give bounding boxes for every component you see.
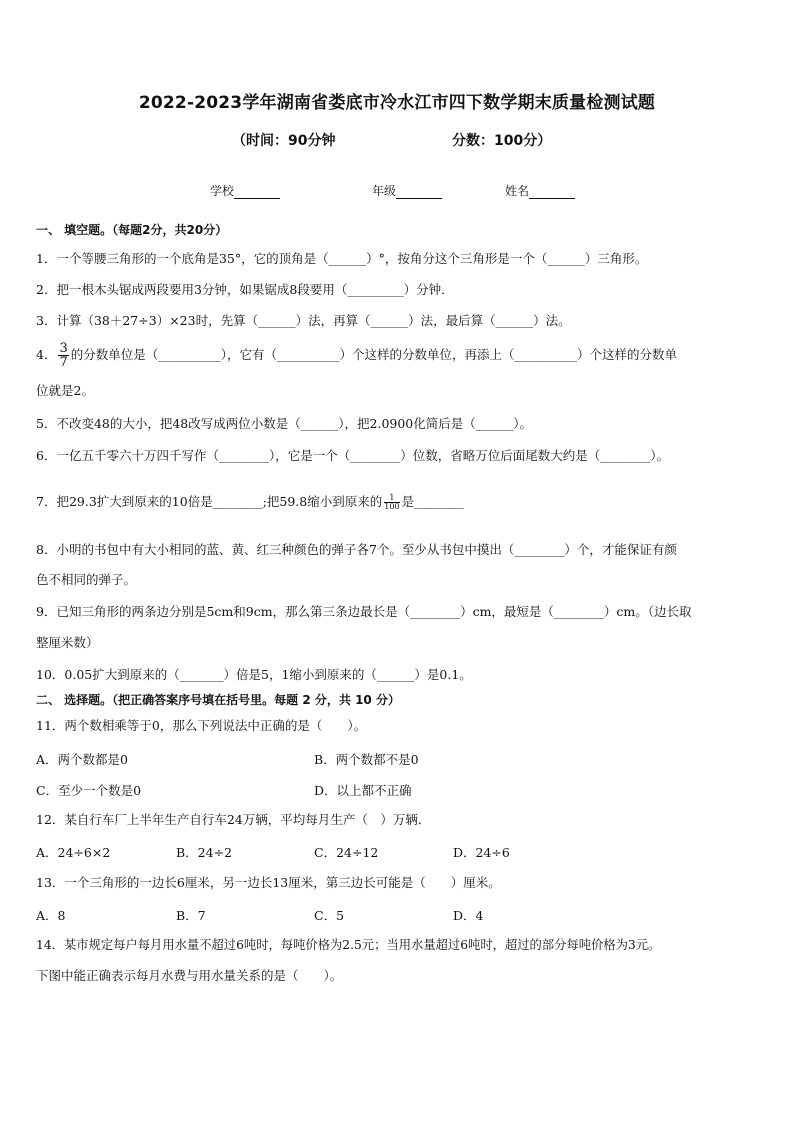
question-11-option-b[interactable]: B．两个数都不是0 xyxy=(314,752,419,767)
total-score: 分数：100分） xyxy=(452,133,552,149)
question-10: 10．0.05扩大到原来的（_______）倍是5，1缩小到原来的（______）是0.1。 xyxy=(36,667,472,682)
question-12-option-a[interactable]: A．24÷6×2 xyxy=(36,845,111,860)
question-13-option-c[interactable]: C．5 xyxy=(314,908,345,923)
question-7-text-a: 7．把29.3扩大到原来的10倍是________;把59.8缩小到原来的 xyxy=(36,494,383,509)
section-heading-multiple-choice: 二、 选择题。（把正确答案序号填在括号里。每题 2 分，共 10 分） xyxy=(36,693,400,707)
fraction-denominator: 7 xyxy=(59,355,68,370)
school-label: 学校 xyxy=(210,184,235,198)
question-4-continued: 位就是2。 xyxy=(36,383,94,398)
question-4-text: 的分数单位是（__________），它有（__________）个这样的分数单位，再添上（__________）个这样的分数单 xyxy=(70,347,677,362)
school-blank[interactable] xyxy=(234,186,280,199)
time-limit: （时间：90分钟 xyxy=(232,133,336,149)
fraction-numerator: 1 xyxy=(384,494,399,503)
question-14-continued: 下图中能正确表示每月水费与用水量关系的是（ ）。 xyxy=(36,968,343,983)
question-13-option-a[interactable]: A．8 xyxy=(36,908,66,923)
question-9-continued: 整厘米数） xyxy=(36,635,99,650)
question-12-option-d[interactable]: D．24÷6 xyxy=(453,845,510,860)
fraction-1-100 xyxy=(384,494,399,511)
question-6: 6．一亿五千零六十万四千写作（________），它是一个（________）位数，省略万位后面尾数大约是（________）。 xyxy=(36,448,669,463)
question-13-option-d[interactable]: D．4 xyxy=(453,908,484,923)
section-heading-fill-in: 一、 填空题。（每题2分，共20分） xyxy=(36,223,228,237)
fraction-denominator: 100 xyxy=(384,502,400,511)
question-4-number: 4． xyxy=(36,347,57,362)
question-11-option-a[interactable]: A．两个数都是0 xyxy=(36,752,128,767)
question-11-option-d[interactable]: D．以上都不正确 xyxy=(314,783,412,798)
school-field[interactable] xyxy=(210,182,280,199)
question-12-option-b[interactable]: B．24÷2 xyxy=(176,845,233,860)
question-11-option-c[interactable]: C．至少一个数是0 xyxy=(36,783,142,798)
question-2: 2．把一根木头锯成两段要用3分钟，如果锯成8段要用（_________）分钟． xyxy=(36,282,454,297)
question-1: 1．一个等腰三角形的一个底角是35°，它的顶角是（______）°，按角分这个三角形是一个（______）三角形。 xyxy=(36,251,648,266)
question-4 xyxy=(36,340,677,370)
question-7 xyxy=(36,490,464,514)
grade-field[interactable] xyxy=(372,182,442,199)
question-11: 11．两个数相乘等于0，那么下列说法中正确的是（ ）。 xyxy=(36,718,367,733)
question-12: 12．某自行车厂上半年生产自行车24万辆，平均每月生产（ ）万辆． xyxy=(36,812,431,827)
grade-blank[interactable] xyxy=(396,186,442,199)
question-3: 3．计算（38＋27÷3）×23时，先算（______）法，再算（______）法，最后算（______）法。 xyxy=(36,313,571,328)
fraction-3-7 xyxy=(58,342,68,369)
page-title: 2022-2023学年湖南省娄底市冷水江市四下数学期末质量检测试题 xyxy=(138,93,656,113)
question-7-text-b: 是________ xyxy=(401,494,465,509)
fraction-numerator: 3 xyxy=(59,341,68,356)
question-5: 5．不改变48的大小，把48改写成两位小数是（______），把2.0900化简后是（______）。 xyxy=(36,416,533,431)
grade-label: 年级 xyxy=(372,184,397,198)
question-13-option-b[interactable]: B．7 xyxy=(176,908,206,923)
question-8: 8．小明的书包中有大小相同的蓝、黄、红三种颜色的弹子各7个。至少从书包中摸出（________）个，才能保证有颜 xyxy=(36,542,677,557)
question-9: 9．已知三角形的两条边分别是5cm和9cm，那么第三条边最长是（________）cm，最短是（________）cm。（边长取 xyxy=(36,604,692,619)
name-label: 姓名 xyxy=(505,184,530,198)
question-12-option-c[interactable]: C．24÷12 xyxy=(314,845,379,860)
question-13: 13．一个三角形的一边长6厘米，另一边长13厘米，第三边长可能是（ ）厘米。 xyxy=(36,875,501,890)
name-field[interactable] xyxy=(505,182,575,199)
name-blank[interactable] xyxy=(529,186,575,199)
question-14: 14．某市规定每户每月用水量不超过6吨时，每吨价格为2.5元；当用水量超过6吨时，超过的部分每吨价格为3元。 xyxy=(36,938,661,952)
question-8-continued: 色不相同的弹子。 xyxy=(36,572,137,587)
